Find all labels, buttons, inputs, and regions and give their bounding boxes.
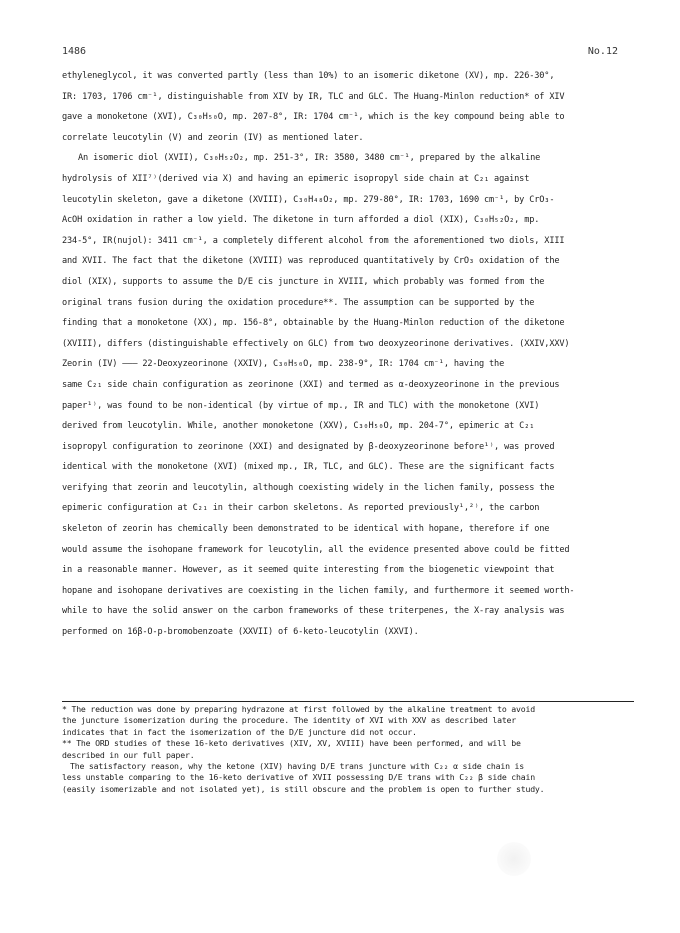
footnote-line: ** The ORD studies of these 16-keto derivatives (XIV, XV, XVIII) have been performed, and will be: [62, 738, 521, 749]
footnote-line: indicates that in fact the isomerization of the D/E juncture did not occur.: [62, 726, 417, 737]
footnote-line: (easily isomerizable and not isolated yet), is still obscure and the problem is open to further study.: [62, 783, 545, 794]
body-line: while to have the solid answer on the carbon frameworks of these triterpenes, the X-ray analysis was: [62, 606, 565, 617]
body-line: verifying that zeorin and leucotylin, although coexisting widely in the lichen family, possess the: [62, 482, 555, 493]
body-line: original trans fusion during the oxidation procedure**. The assumption can be supported by the: [62, 297, 535, 308]
body-line: finding that a monoketone (XX), mp. 156-8°, obtainable by the Huang-Minlon reduction of the diketone: [62, 318, 565, 329]
body-line: AcOH oxidation in rather a low yield. The diketone in turn afforded a diol (XIX), C₃₀H₅₂O₂, mp.: [62, 215, 540, 226]
body-line: identical with the monoketone (XVI) (mixed mp., IR, TLC, and GLC). These are the significant facts: [62, 462, 555, 473]
body-line: ethyleneglycol, it was converted partly (less than 10%) to an isomeric diketone (XV), mp. 226-30°,: [62, 71, 555, 81]
body-line: skeleton of zeorin has chemically been demonstrated to be identical with hopane, therefore if one: [62, 524, 550, 535]
footnote-line: described in our full paper.: [62, 749, 195, 760]
body-line: hopane and isohopane derivatives are coexisting in the lichen family, and furthermore it seemed worth-: [62, 585, 575, 596]
body-line: same C₂₁ side chain configuration as zeorinone (XXI) and termed as α-deoxyzeorinone in the previous: [62, 379, 560, 390]
body-line: (XVIII), differs (distinguishable effectively on GLC) from two deoxyzeorinone derivatives. (XXIV,XXV): [62, 338, 570, 349]
page-number: 1486: [62, 46, 87, 57]
body-line: performed on 16β-O-p-bromobenzoate (XXVII) of 6-keto-leucotylin (XXVI).: [62, 627, 419, 638]
body-line: in a reasonable manner. However, as it seemed quite interesting from the biogenetic viewpoint that: [62, 565, 555, 576]
footnote-line: less unstable comparing to the 16-keto derivative of XVII possessing D/E trans with C₂₂ β side chain: [62, 772, 535, 783]
body-line: Zeorin (IV) ——— 22-Deoxyzeorinone (XXIV), C₃₀H₅₀O, mp. 238-9°, IR: 1704 cm⁻¹, having the: [62, 359, 505, 370]
scan-smudge: [497, 842, 531, 876]
footnote-line: the juncture isomerization during the procedure. The identity of XVI with XXV as described later: [62, 715, 517, 726]
body-line: epimeric configuration at C₂₁ in their carbon skeletons. As reported previously¹,²⁾, the carbon: [62, 503, 540, 514]
body-text: [62, 66, 634, 643]
body-line: leucotylin skeleton, gave a diketone (XVIII), C₃₀H₄₈O₂, mp. 279-80°, IR: 1703, 1690 cm⁻¹, by CrO₃-: [62, 194, 555, 205]
footnotes: [62, 704, 642, 795]
footnote-divider: [62, 701, 634, 702]
body-line: isopropyl configuration to zeorinone (XXI) and designated by β-deoxyzeorinone before¹⁾, was proved: [62, 441, 555, 452]
body-line: hydrolysis of XII⁷⁾(derived via X) and having an epimeric isopropyl side chain at C₂₁ against: [62, 173, 530, 184]
body-line: diol (XIX), supports to assume the D/E cis juncture in XVIII, which probably was formed from the: [62, 276, 545, 287]
body-line: gave a monoketone (XVI), C₃₀H₅₀O, mp. 207-8°, IR: 1704 cm⁻¹, which is the key compound being able to: [62, 112, 565, 123]
footnote-line: The satisfactory reason, why the ketone (XIV) having D/E trans juncture with C₂₂ α side chain is: [70, 760, 525, 771]
body-line: 234-5°, IR(nujol): 3411 cm⁻¹, a completely different alcohol from the aforementioned two diols, XIII: [62, 235, 565, 246]
body-line: IR: 1703, 1706 cm⁻¹, distinguishable from XIV by IR, TLC and GLC. The Huang-Minlon reduction* of XIV: [62, 91, 565, 102]
body-line: would assume the isohopane framework for leucotylin, all the evidence presented above could be fitted: [62, 544, 570, 555]
body-line: derived from leucotylin. While, another monoketone (XXV), C₃₀H₅₀O, mp. 204-7°, epimeric at C₂₁: [62, 421, 535, 432]
body-line: An isomeric diol (XVII), C₃₀H₅₂O₂, mp. 251-3°, IR: 3580, 3480 cm⁻¹, prepared by the alkaline: [78, 153, 541, 164]
footnote-line: * The reduction was done by preparing hydrazone at first followed by the alkaline treatment to avoid: [62, 704, 535, 714]
body-line: and XVII. The fact that the diketone (XVIII) was reproduced quantitatively by CrO₃ oxidation of the: [62, 256, 560, 267]
issue-number: No.12: [587, 46, 618, 57]
body-line: correlate leucotylin (V) and zeorin (IV) as mentioned later.: [62, 132, 364, 143]
body-line: paper¹⁾, was found to be non-identical (by virtue of mp., IR and TLC) with the monoketone (XVI): [62, 400, 540, 411]
